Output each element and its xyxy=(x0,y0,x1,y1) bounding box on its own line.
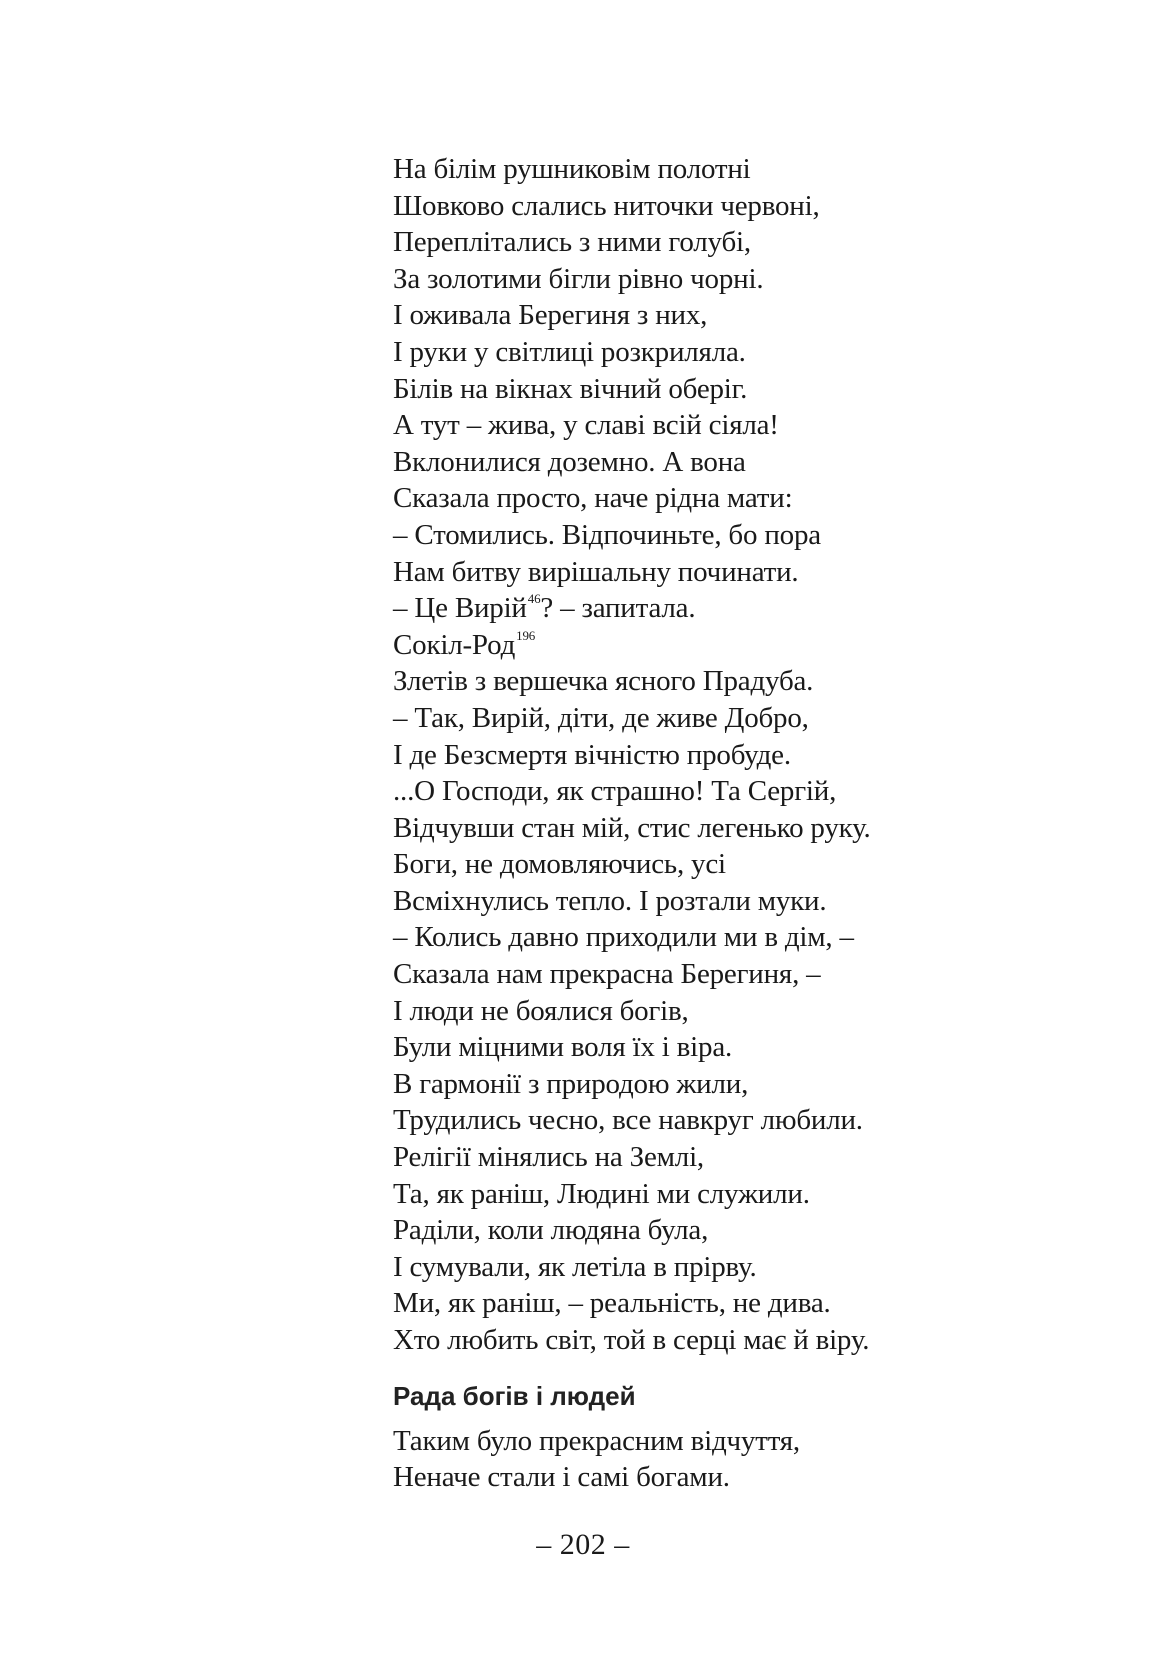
poem-stanza xyxy=(393,1423,1113,1496)
poem-line: За золотими бігли рівно чорні. xyxy=(393,262,764,295)
poem-line-with-footnote xyxy=(393,627,1113,664)
poem-line: Злетів з вершечка ясного Прадуба. xyxy=(393,665,814,698)
poem-line: Раділи, коли людяна була, xyxy=(393,1214,709,1247)
poem-line: Таким було прекрасним відчуття, xyxy=(393,1424,800,1457)
poem-line: Білів на вікнах вічний оберіг. xyxy=(393,372,748,405)
line-text: ? – запитала. xyxy=(540,592,696,625)
poem-line: Сказала просто, наче рідна мати: xyxy=(393,482,793,515)
poem-line: Неначе стали і самі богами. xyxy=(393,1461,730,1494)
poem-line: Нам битву вирішальну починати. xyxy=(393,555,799,588)
line-text: – Це Вирій xyxy=(393,592,527,625)
poem-line: І люди не боялися богів, xyxy=(393,994,689,1027)
poem-line: Сказала нам прекрасна Берегиня, – xyxy=(393,958,821,991)
poem-line: А тут – жива, у славі всій сіяла! xyxy=(393,409,779,442)
poem-line: Переплітались з ними голубі, xyxy=(393,226,751,259)
poem-line: Вклонилися доземно. А вона xyxy=(393,445,746,478)
poem-line: Шовково слались ниточки червоні, xyxy=(393,189,820,222)
poem-line: – Так, Вирій, діти, де живе Добро, xyxy=(393,701,809,734)
footnote-ref: 196 xyxy=(516,628,536,644)
poem-line: Були міцними воля їх і віра. xyxy=(393,1031,733,1064)
footnote-ref: 46 xyxy=(527,591,541,607)
page-number: – 202 – xyxy=(536,1528,630,1561)
page-body xyxy=(393,151,1113,1496)
poem-line: Релігії мінялись на Землі, xyxy=(393,1141,704,1174)
poem-line: В гармонії з природою жили, xyxy=(393,1067,749,1100)
section-heading: Рада богів і людей xyxy=(393,1380,636,1411)
poem-line: Ми, як раніш, – реальність, не дива. xyxy=(393,1287,831,1320)
poem-line: – Колись давно приходили ми в дім, – xyxy=(393,921,854,954)
poem-stanza xyxy=(393,151,1113,590)
poem-line: Боги, не домовляючись, усі xyxy=(393,848,726,881)
poem-line: І де Безсмертя вічністю пробуде. xyxy=(393,738,791,771)
poem-line: На білім рушниковім полотні xyxy=(393,153,751,185)
poem-line: І сумували, як летіла в прірву. xyxy=(393,1250,757,1283)
poem-line: Трудились чесно, все навкруг любили. xyxy=(393,1104,863,1137)
poem-line: ...О Господи, як страшно! Та Сергій, xyxy=(393,775,837,808)
poem-line: І оживала Берегиня з них, xyxy=(393,299,708,332)
poem-stanza xyxy=(393,663,1113,1358)
line-text: Сокіл-Род xyxy=(393,628,516,661)
poem-line: Відчувши стан мій, стис легенько руку. xyxy=(393,811,871,844)
poem-line: І руки у світлиці розкриляла. xyxy=(393,335,746,368)
poem-line: Хто любить світ, той в серці має й віру. xyxy=(393,1324,870,1356)
poem-line-with-footnote xyxy=(393,590,1113,627)
poem-line: Та, як раніш, Людині ми служили. xyxy=(393,1177,810,1210)
poem-line: – Стомились. Відпочиньте, бо пора xyxy=(393,518,821,551)
poem-line: Всміхнулись тепло. І розтали муки. xyxy=(393,884,827,917)
